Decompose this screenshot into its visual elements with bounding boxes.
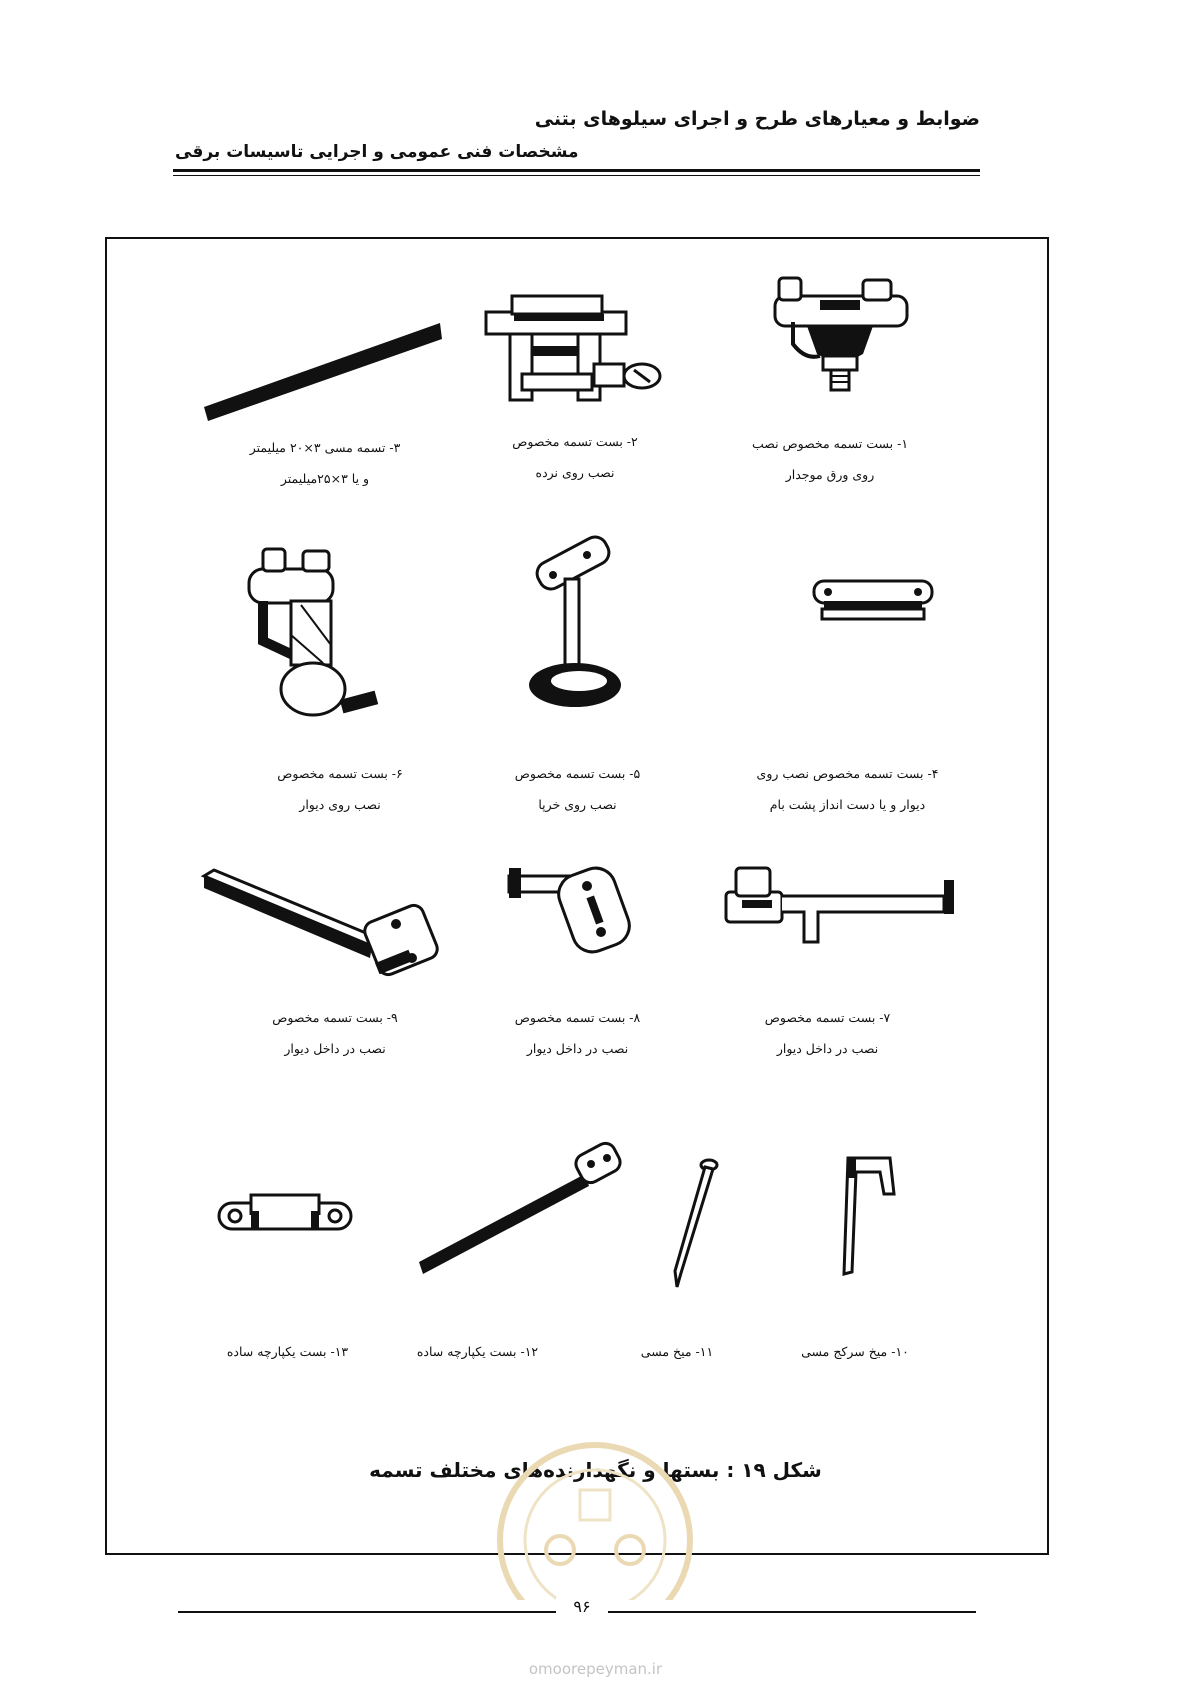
one-piece-clamp-with-strip-illustration [415,1140,630,1280]
figure-caption: شکل ۱۹ : بستها و نگهدارنده‌های مختلف تسمه [369,1458,822,1482]
copper-nail-illustration [665,1155,720,1290]
item-11-caption: ۱۱- میخ مسی [640,1344,714,1359]
item-8-caption: ۸- بست تسمه مخصوص نصب در داخل دیوار [514,1010,641,1056]
item-13-caption: ۱۳- بست یکپارچه ساده [226,1344,349,1359]
site-watermark: omoorepeyman.ir [528,1660,663,1678]
item-9-caption: ۹- بست تسمه مخصوص نصب در داخل دیوار [272,1010,398,1056]
item-7-caption: ۷- بست تسمه مخصوص نصب در داخل دیوار [764,1010,891,1056]
header-rule-thick [173,169,980,172]
item-3-caption: ۳- تسمه مسی ۳×۲۰ میلیمتر و یا ۳×۲۵میلیمتر [249,440,401,486]
clamp-in-wall-type8-illustration [505,860,645,960]
item-12-caption: ۱۲- بست یکپارچه ساده [416,1344,539,1359]
item-2-caption: ۲- بست تسمه مخصوص نصب روی نرده [512,434,638,480]
page-number: ۹۶ [556,1597,608,1616]
running-header-subtitle: مشخصات فنی عمومی و اجرایی تاسیسات برقی [175,142,579,162]
bent-head-copper-nail-illustration [828,1150,898,1280]
clamp-corrugated-sheet-illustration [765,272,915,422]
item-4-caption: ۴- بست تسمه مخصوص نصب روی دیوار و یا دست انداز پشت بام [756,766,939,812]
clamp-wall-mount-illustration [243,545,393,725]
clamp-railing-illustration [482,290,682,410]
simple-one-piece-clamp-illustration [215,1185,355,1245]
item-10-caption: ۱۰- میخ سرکج مسی [801,1344,909,1359]
running-header-title: ضوابط و معیارهای طرح و اجرای سیلوهای بتنی [534,108,980,130]
clamp-wall-parapet-illustration [808,575,938,625]
clamp-in-wall-type7-illustration [722,862,962,952]
copper-strip-illustration [200,315,450,425]
clamp-truss-illustration [525,535,630,715]
item-6-caption: ۶- بست تسمه مخصوص نصب روی دیوار [277,766,403,812]
clamp-in-wall-type9-illustration [200,866,445,986]
item-5-caption: ۵- بست تسمه مخصوص نصب روی خرپا [514,766,641,812]
item-1-caption: ۱- بست تسمه مخصوص نصب روی ورق موجدار [751,436,909,482]
header-rule-thin [173,175,980,176]
